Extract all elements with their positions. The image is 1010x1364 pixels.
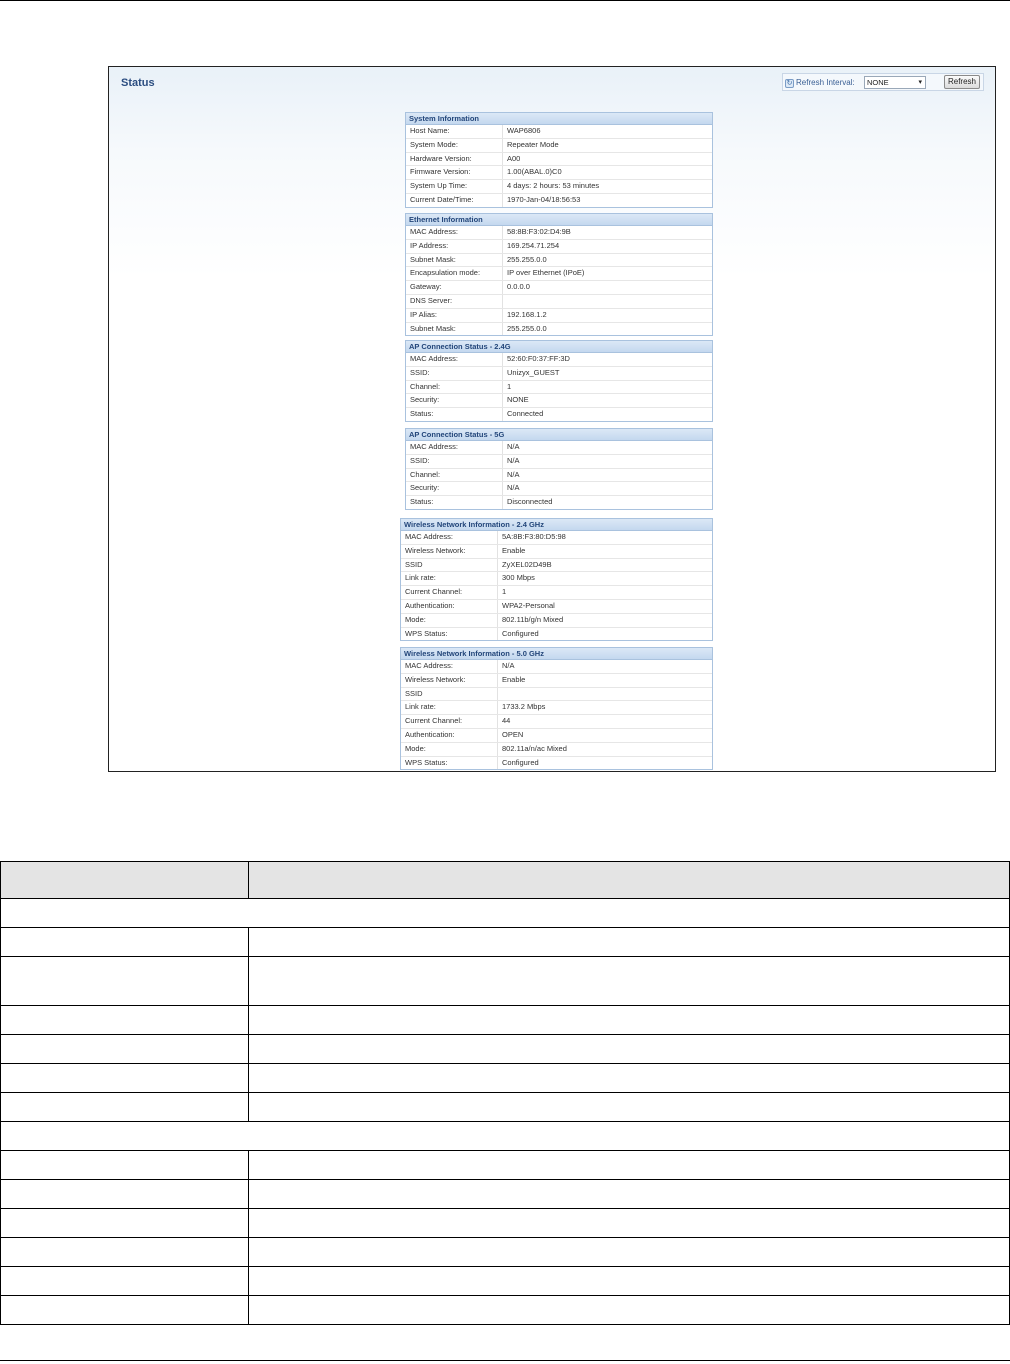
label-cell [1, 1296, 249, 1325]
table-header-row [1, 862, 1010, 899]
table-row [1, 1093, 1010, 1122]
description-cell [248, 1209, 1009, 1238]
wireless-5ghz-table [400, 647, 713, 770]
row-label: Mode: [405, 614, 426, 624]
row-value: 1733.2 Mbps [502, 702, 546, 712]
row-label: Authentication: [405, 600, 455, 610]
section-title: AP Connection Status - 5G [406, 429, 712, 441]
section-title: Wireless Network Information - 5.0 GHz [401, 648, 712, 660]
row-value: 802.11a/n/ac Mixed [502, 743, 567, 753]
refresh-interval-label: Refresh Interval: [796, 78, 855, 87]
row-label: Link rate: [405, 702, 436, 712]
row-label: MAC Address: [410, 442, 458, 451]
row-value: 192.168.1.2 [507, 309, 547, 319]
row-value: Enable [502, 674, 526, 684]
table-row [406, 455, 712, 469]
table-row [1, 1209, 1010, 1238]
table-row [406, 367, 712, 381]
row-label: Current Channel: [405, 587, 463, 597]
row-label: Link rate: [405, 573, 436, 583]
row-label: Firmware Version: [410, 167, 471, 177]
table-row [406, 353, 712, 367]
table-row [401, 531, 712, 545]
row-value: 300 Mbps [502, 573, 535, 583]
table-row [406, 482, 712, 496]
row-value: Configured [502, 757, 539, 767]
label-cell [1, 1180, 249, 1209]
row-value: 1.00(ABAL.0)C0 [507, 167, 562, 177]
description-cell [248, 928, 1009, 957]
row-value: ZyXEL02D49B [502, 559, 552, 569]
row-value: N/A [507, 469, 520, 479]
table-row [406, 226, 712, 240]
row-value: 1 [507, 381, 512, 391]
row-label: Security: [410, 483, 440, 493]
page-top-rule [0, 0, 1010, 1]
description-cell [248, 1093, 1009, 1122]
table-row [406, 295, 712, 309]
row-label: Channel: [410, 381, 441, 391]
row-value: WPA2-Personal [502, 600, 555, 610]
row-value: 0.0.0.0 [507, 282, 530, 292]
table-row [406, 240, 712, 254]
section-title: System Information [406, 113, 712, 125]
row-value: 255.255.0.0 [507, 254, 547, 264]
table-row [401, 545, 712, 559]
row-label: Channel: [410, 469, 441, 479]
wireless-24ghz-table [400, 518, 713, 641]
table-row [406, 139, 712, 153]
row-value: N/A [507, 455, 520, 465]
row-label: System Mode: [410, 139, 458, 149]
row-value: N/A [507, 483, 520, 493]
ap-connection-24g-table [405, 340, 713, 422]
table-row [406, 153, 712, 167]
label-cell [1, 957, 249, 1006]
row-label: MAC Address: [410, 227, 458, 236]
row-value: Disconnected [507, 497, 553, 507]
chevron-down-icon: ▾ [918, 79, 922, 86]
row-value: 44 [502, 716, 511, 726]
row-value: IP over Ethernet (IPoE) [507, 268, 585, 278]
header-cell [248, 862, 1009, 899]
row-value: 1 [502, 587, 507, 597]
row-label: WPS Status: [405, 757, 448, 767]
description-cell [248, 1267, 1009, 1296]
row-label: SSID: [410, 367, 430, 377]
table-row [1, 928, 1010, 957]
section-title: Wireless Network Information - 2.4 GHz [401, 519, 712, 531]
row-value: 169.254.71.254 [507, 240, 560, 250]
label-cell [1, 1035, 249, 1064]
table-row [406, 125, 712, 139]
description-cell [248, 957, 1009, 1006]
row-value: 255.255.0.0 [507, 323, 547, 333]
row-label: Encapsulation mode: [410, 268, 481, 278]
page-bottom-rule [0, 1360, 1010, 1361]
row-label: Subnet Mask: [410, 254, 456, 264]
table-row [406, 469, 712, 483]
table-row [406, 323, 712, 336]
header-cell [1, 862, 249, 899]
table-row [1, 1267, 1010, 1296]
row-value: OPEN [502, 729, 524, 739]
table-row [401, 715, 712, 729]
status-screen [108, 66, 996, 772]
table-row [406, 496, 712, 509]
row-label: Hardware Version: [410, 153, 472, 163]
label-cell [1, 1151, 249, 1180]
label-cell [1, 928, 249, 957]
row-label: SSID: [410, 455, 430, 465]
row-label: Authentication: [405, 729, 455, 739]
ethernet-information-table [405, 213, 713, 336]
row-value: Configured [502, 628, 539, 638]
table-row [1, 1238, 1010, 1267]
description-cell [248, 1035, 1009, 1064]
row-label: WPS Status: [405, 628, 448, 638]
row-value: 58:8B:F3:02:D4:9B [507, 227, 571, 236]
page-title: Status [121, 77, 155, 89]
table-row [401, 614, 712, 628]
label-cell [1, 1267, 249, 1296]
row-value: 5A:8B:F3:80:D5:98 [502, 532, 566, 541]
table-row [406, 166, 712, 180]
table-row [1, 1064, 1010, 1093]
row-label: IP Address: [410, 240, 449, 250]
section-title: Ethernet Information [406, 214, 712, 226]
table-row [406, 309, 712, 323]
section-title: AP Connection Status - 2.4G [406, 341, 712, 353]
description-cell [248, 1064, 1009, 1093]
table-row [1, 1006, 1010, 1035]
row-value: NONE [507, 395, 529, 405]
row-label: Status: [410, 409, 434, 419]
row-label: Wireless Network: [405, 545, 466, 555]
table-row [406, 441, 712, 455]
table-row [406, 381, 712, 395]
row-label: Host Name: [410, 126, 450, 135]
row-label: MAC Address: [410, 354, 458, 363]
row-label: MAC Address: [405, 532, 453, 541]
row-label: Current Channel: [405, 716, 463, 726]
label-cell [1, 1238, 249, 1267]
table-section-row [1, 1122, 1010, 1151]
description-cell [248, 1006, 1009, 1035]
section-cell [1, 899, 1010, 928]
description-cell [248, 1238, 1009, 1267]
table-row [1, 1035, 1010, 1064]
description-cell [248, 1296, 1009, 1325]
row-label: System Up Time: [410, 181, 468, 191]
table-row [401, 660, 712, 674]
table-row [401, 701, 712, 715]
table-row [406, 254, 712, 268]
row-label: IP Alias: [410, 309, 437, 319]
table-row [401, 572, 712, 586]
row-label: SSID [405, 688, 423, 698]
description-cell [248, 1151, 1009, 1180]
table-row [401, 743, 712, 757]
row-label: Mode: [405, 743, 426, 753]
description-cell [248, 1180, 1009, 1209]
row-value: 4 days: 2 hours: 53 minutes [507, 181, 600, 191]
row-label: Security: [410, 395, 440, 405]
row-value: Unizyx_GUEST [507, 367, 560, 377]
row-value: N/A [502, 661, 515, 670]
row-value: WAP6806 [507, 126, 541, 135]
table-row [406, 408, 712, 421]
section-cell [1, 1122, 1010, 1151]
row-label: MAC Address: [405, 661, 453, 670]
table-row [401, 729, 712, 743]
table-row [401, 600, 712, 614]
row-value: 802.11b/g/n Mixed [502, 614, 564, 624]
description-table [0, 861, 1010, 1325]
row-label: Gateway: [410, 282, 442, 292]
table-row [401, 674, 712, 688]
table-row [406, 267, 712, 281]
refresh-interval-value: NONE [867, 78, 889, 87]
row-label: SSID [405, 559, 423, 569]
refresh-button[interactable]: Refresh [944, 75, 980, 89]
table-row [401, 757, 712, 770]
row-value: 1970-Jan-04/18:56:53 [507, 194, 581, 204]
row-value: N/A [507, 442, 520, 451]
table-row [406, 180, 712, 194]
row-label: Current Date/Time: [410, 194, 474, 204]
label-cell [1, 1093, 249, 1122]
table-row [401, 559, 712, 573]
system-information-table [405, 112, 713, 208]
row-value: 52:60:F0:37:FF:3D [507, 354, 570, 363]
row-value: Enable [502, 545, 526, 555]
table-row [1, 957, 1010, 1006]
row-label: Subnet Mask: [410, 323, 456, 333]
table-row [1, 1296, 1010, 1325]
row-label: Status: [410, 497, 434, 507]
ap-connection-5g-table [405, 428, 713, 510]
row-value: A00 [507, 153, 521, 163]
row-value: Connected [507, 409, 544, 419]
label-cell [1, 1006, 249, 1035]
row-label: DNS Server: [410, 295, 453, 305]
row-label: Wireless Network: [405, 674, 466, 684]
refresh-icon: ↻ [786, 80, 793, 87]
table-row [1, 1151, 1010, 1180]
row-value: Repeater Mode [507, 139, 559, 149]
table-row [401, 628, 712, 641]
label-cell [1, 1209, 249, 1238]
table-row [401, 586, 712, 600]
table-section-row [1, 899, 1010, 928]
table-row [406, 194, 712, 207]
table-row [406, 281, 712, 295]
label-cell [1, 1064, 249, 1093]
refresh-interval-select[interactable] [864, 76, 926, 89]
table-row [406, 394, 712, 408]
table-row [401, 688, 712, 702]
table-row [1, 1180, 1010, 1209]
